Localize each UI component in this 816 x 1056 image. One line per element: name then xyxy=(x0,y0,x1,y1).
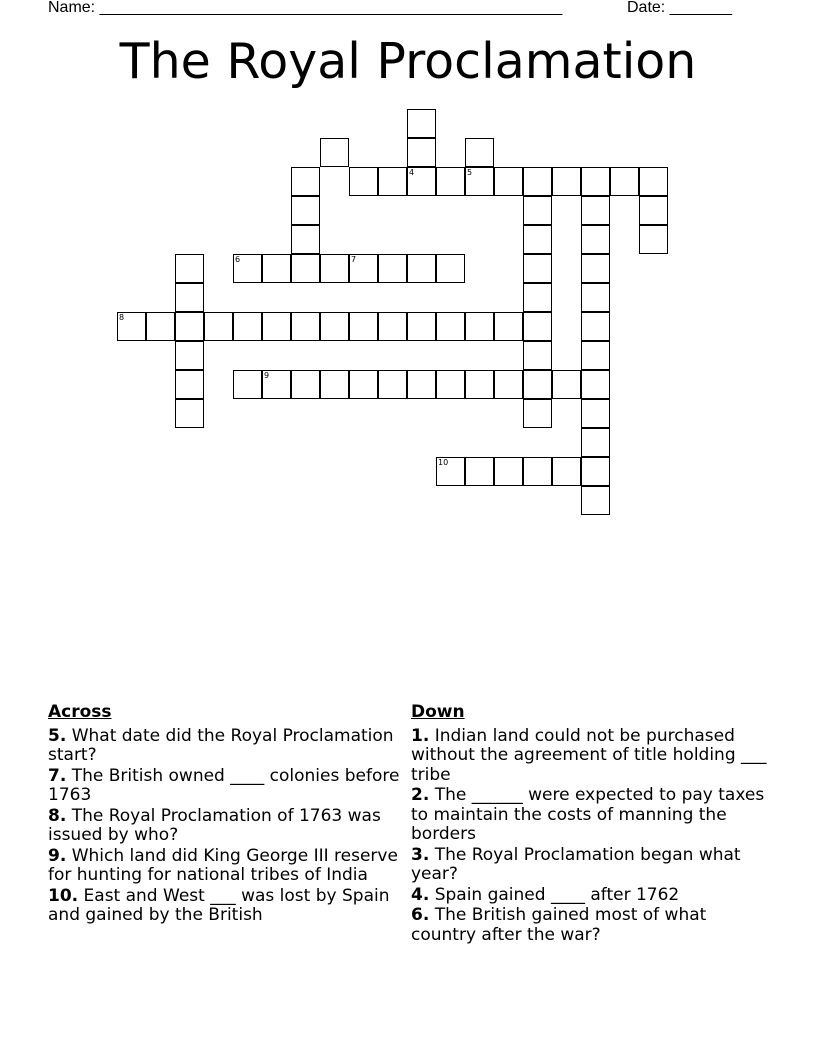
grid-cell[interactable] xyxy=(523,254,552,283)
grid-cell[interactable] xyxy=(407,109,436,138)
grid-cell[interactable] xyxy=(494,312,523,341)
grid-cell[interactable] xyxy=(639,225,668,254)
clue-text: The ______ were expected to pay taxes to maintain the costs of manning the borders xyxy=(411,785,765,844)
grid-cell[interactable] xyxy=(523,399,552,428)
grid-cell[interactable] xyxy=(175,312,204,341)
grid-cell[interactable] xyxy=(146,312,175,341)
grid-cell[interactable] xyxy=(204,312,233,341)
clue-text: Which land did King George III reserve for hunting for national tribes of India xyxy=(48,845,398,885)
clue-number: 4. xyxy=(411,884,430,905)
down-clues xyxy=(411,703,771,946)
grid-cell[interactable] xyxy=(610,167,639,196)
grid-cell[interactable] xyxy=(523,283,552,312)
clue-number-label: 10 xyxy=(438,458,449,467)
grid-cell[interactable] xyxy=(581,312,610,341)
date-field: Date: _______ xyxy=(627,0,732,16)
clue-text: Indian land could not be purchased without the agreement of title holding ___ tribe xyxy=(411,725,767,785)
grid-cell[interactable] xyxy=(233,312,262,341)
grid-cell[interactable] xyxy=(378,167,407,196)
clue-text: Spain gained ____ after 1762 xyxy=(429,884,680,905)
grid-cell[interactable] xyxy=(349,167,378,196)
grid-cell[interactable] xyxy=(262,254,291,283)
clue-down-3 xyxy=(411,846,771,885)
grid-cell[interactable] xyxy=(349,312,378,341)
across-clues xyxy=(48,703,408,927)
grid-cell[interactable] xyxy=(262,370,291,399)
grid-cell[interactable] xyxy=(320,312,349,341)
grid-cell[interactable] xyxy=(291,370,320,399)
grid-cell[interactable] xyxy=(291,167,320,196)
grid-cell[interactable] xyxy=(175,254,204,283)
grid-cell[interactable] xyxy=(523,312,552,341)
grid-cell[interactable] xyxy=(581,283,610,312)
clue-number: 3. xyxy=(411,844,430,865)
grid-cell[interactable] xyxy=(349,254,378,283)
grid-cell[interactable] xyxy=(581,225,610,254)
grid-cell[interactable] xyxy=(523,370,552,399)
grid-cell[interactable] xyxy=(523,225,552,254)
grid-cell[interactable] xyxy=(436,312,465,341)
grid-cell[interactable] xyxy=(291,225,320,254)
grid-cell[interactable] xyxy=(552,457,581,486)
clue-text: The Royal Proclamation of 1763 was issued by who? xyxy=(48,805,381,845)
grid-cell[interactable] xyxy=(581,341,610,370)
grid-cell[interactable] xyxy=(581,486,610,515)
grid-cell[interactable] xyxy=(233,370,262,399)
grid-cell[interactable] xyxy=(494,167,523,196)
grid-cell[interactable] xyxy=(581,457,610,486)
grid-cell[interactable] xyxy=(407,370,436,399)
clue-down-2 xyxy=(411,786,771,845)
clue-text: The British owned ____ colonies before 1763 xyxy=(48,765,400,805)
grid-cell[interactable] xyxy=(523,167,552,196)
clue-number-label: 4 xyxy=(409,168,415,177)
clue-across-10 xyxy=(48,887,408,926)
grid-cell[interactable] xyxy=(117,312,146,341)
grid-cell[interactable] xyxy=(175,399,204,428)
clue-number: 8. xyxy=(48,805,67,826)
grid-cell[interactable] xyxy=(552,370,581,399)
grid-cell[interactable] xyxy=(436,370,465,399)
grid-cell[interactable] xyxy=(262,312,291,341)
grid-cell[interactable] xyxy=(523,457,552,486)
grid-cell[interactable] xyxy=(465,167,494,196)
page-title: The Royal Proclamation xyxy=(119,33,697,90)
grid-cell[interactable] xyxy=(233,254,262,283)
clue-number: 7. xyxy=(48,765,67,786)
clue-down-4 xyxy=(411,886,771,906)
grid-cell[interactable] xyxy=(581,167,610,196)
grid-cell[interactable] xyxy=(349,370,378,399)
across-heading: Across xyxy=(48,702,112,722)
grid-cell[interactable] xyxy=(320,370,349,399)
grid-cell[interactable] xyxy=(320,138,349,167)
grid-cell[interactable] xyxy=(465,312,494,341)
grid-cell[interactable] xyxy=(320,254,349,283)
grid-cell[interactable] xyxy=(639,196,668,225)
clue-text: The Royal Proclamation began what year? xyxy=(411,844,741,884)
clue-across-8 xyxy=(48,807,408,846)
grid-cell[interactable] xyxy=(291,312,320,341)
grid-cell[interactable] xyxy=(465,370,494,399)
grid-cell[interactable] xyxy=(175,370,204,399)
clue-number: 9. xyxy=(48,845,67,866)
grid-cell[interactable] xyxy=(378,312,407,341)
name-field: Name: ____________________________________________________ xyxy=(48,0,563,16)
clue-across-5 xyxy=(48,727,408,766)
grid-cell[interactable] xyxy=(436,457,465,486)
grid-cell[interactable] xyxy=(494,457,523,486)
clue-number-label: 8 xyxy=(119,313,125,322)
clue-number: 2. xyxy=(411,785,430,805)
clue-number: 5. xyxy=(48,725,67,746)
grid-cell[interactable] xyxy=(465,457,494,486)
clue-number-label: 9 xyxy=(264,371,270,380)
grid-cell[interactable] xyxy=(639,167,668,196)
grid-cell[interactable] xyxy=(581,428,610,457)
grid-cell[interactable] xyxy=(552,167,581,196)
clue-number: 10. xyxy=(48,885,79,906)
clue-text: What date did the Royal Proclamation start? xyxy=(48,725,394,765)
grid-cell[interactable] xyxy=(407,167,436,196)
clue-number-label: 5 xyxy=(467,168,473,177)
grid-cell[interactable] xyxy=(378,254,407,283)
grid-cell[interactable] xyxy=(581,399,610,428)
grid-cell[interactable] xyxy=(436,167,465,196)
grid-cell[interactable] xyxy=(175,341,204,370)
grid-cell[interactable] xyxy=(581,370,610,399)
grid-cell[interactable] xyxy=(523,196,552,225)
clue-across-9 xyxy=(48,847,408,886)
clue-across-7 xyxy=(48,767,408,806)
grid-cell[interactable] xyxy=(494,370,523,399)
grid-cell[interactable] xyxy=(378,370,407,399)
grid-cell[interactable] xyxy=(581,196,610,225)
grid-cell[interactable] xyxy=(523,341,552,370)
grid-cell[interactable] xyxy=(291,254,320,283)
grid-cell[interactable] xyxy=(407,312,436,341)
clue-number-label: 7 xyxy=(351,255,357,264)
clue-text: The British gained most of what country after the war? xyxy=(411,905,707,945)
grid-cell[interactable] xyxy=(465,138,494,167)
clue-down-1 xyxy=(411,727,771,786)
clue-down-6 xyxy=(411,906,771,945)
grid-cell[interactable] xyxy=(581,254,610,283)
grid-cell[interactable] xyxy=(407,254,436,283)
grid-cell[interactable] xyxy=(175,283,204,312)
grid-cell[interactable] xyxy=(291,196,320,225)
clue-number-label: 6 xyxy=(235,255,241,264)
grid-cell[interactable] xyxy=(436,254,465,283)
clue-number: 1. xyxy=(411,725,430,746)
clue-text: East and West ___ was lost by Spain and gained by the British xyxy=(48,885,390,925)
clue-number: 6. xyxy=(411,905,430,925)
down-heading: Down xyxy=(411,702,465,722)
grid-cell[interactable] xyxy=(407,138,436,167)
